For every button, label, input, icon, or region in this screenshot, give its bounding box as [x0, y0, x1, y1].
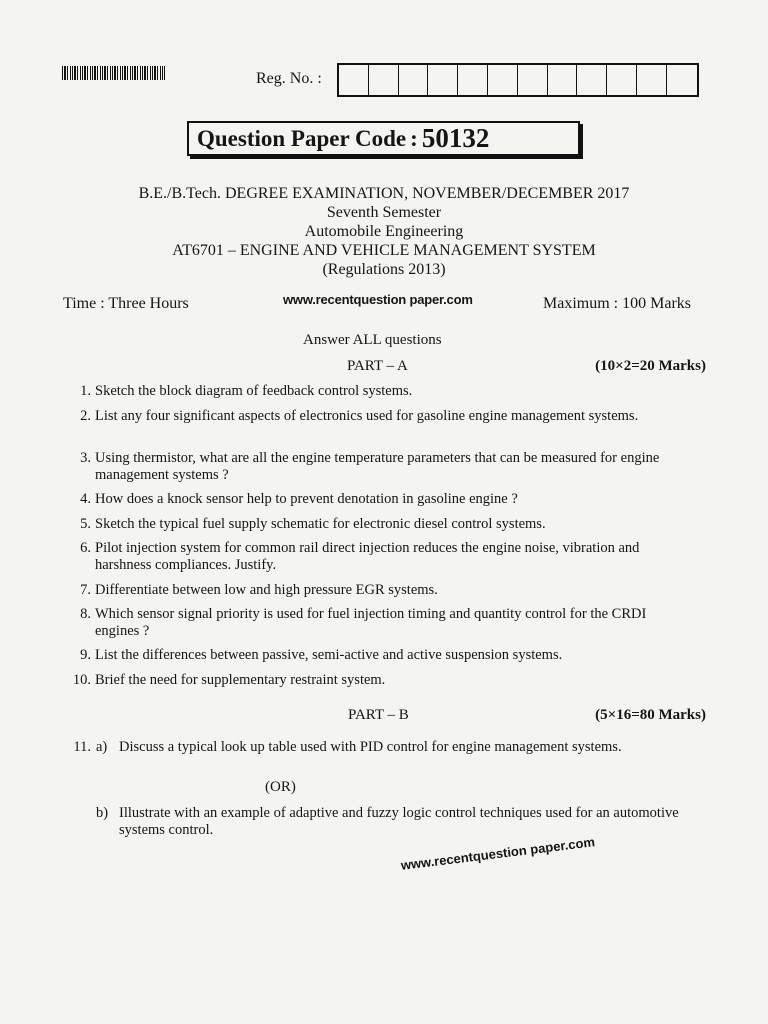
reg-no-box	[369, 65, 399, 95]
question-text: Illustrate with an example of adaptive and fuzzy logic control techniques used for an automotive systems control.	[119, 805, 679, 838]
exam-title: B.E./B.Tech. DEGREE EXAMINATION, NOVEMBER/DECEMBER 2017	[138, 185, 630, 202]
question-number: 8.	[80, 606, 91, 622]
reg-no-box	[488, 65, 518, 95]
reg-no-box	[667, 65, 697, 95]
sub-question-label: b)	[96, 805, 109, 821]
watermark-url-bottom: www.recentquestion paper.com	[400, 834, 596, 873]
part-b-marks: (5×16=80 Marks)	[595, 707, 706, 723]
reg-no-box	[577, 65, 607, 95]
question-text: Brief the need for supplementary restraint system.	[95, 672, 386, 688]
time-info: Time : Three Hours	[63, 295, 189, 312]
part-b-title: PART – B	[348, 707, 409, 723]
watermark-url-top: www.recentquestion paper.com	[283, 292, 473, 307]
question-number: 10.	[72, 672, 91, 688]
reg-no-box	[637, 65, 667, 95]
question-text: Differentiate between low and high pressure EGR systems.	[95, 582, 438, 598]
question-text: How does a knock sensor help to prevent denotation in gasoline engine ?	[95, 491, 518, 507]
question-number: 5.	[80, 516, 91, 532]
question-number: 2.	[80, 408, 91, 424]
question-number: 11.	[73, 739, 91, 755]
question-text: Discuss a typical look up table used with PID control for engine management systems.	[119, 739, 622, 755]
question-paper-code-separator: :	[410, 125, 418, 151]
question-text: Which sensor signal priority is used for fuel injection timing and quantity control for the CRDI engines ?	[95, 606, 647, 639]
question-text: List any four significant aspects of electronics used for gasoline engine management systems.	[95, 408, 639, 424]
instructions: Answer ALL questions	[303, 332, 442, 348]
reg-no-boxes	[337, 63, 699, 97]
question-number: 4.	[80, 491, 91, 507]
max-marks-info: Maximum : 100 Marks	[543, 295, 691, 312]
question-number: 3.	[80, 450, 91, 466]
question-text: Using thermistor, what are all the engine temperature parameters that can be measured for engine management systems ?	[95, 450, 660, 483]
reg-no-box	[518, 65, 548, 95]
department: Automobile Engineering	[304, 223, 464, 240]
reg-no-label: Reg. No. :	[256, 70, 322, 87]
course-title: AT6701 – ENGINE AND VEHICLE MANAGEMENT SYSTEM	[172, 242, 596, 259]
question-number: 9.	[80, 647, 91, 663]
question-number: 6.	[80, 540, 91, 556]
reg-no-box	[548, 65, 578, 95]
reg-no-box	[458, 65, 488, 95]
question-text: List the differences between passive, semi-active and active suspension systems.	[95, 647, 563, 663]
question-paper-code-label: Question Paper Code	[197, 125, 407, 151]
or-separator: (OR)	[265, 779, 296, 795]
question-number: 1.	[80, 383, 91, 399]
question-text: Sketch the block diagram of feedback control systems.	[95, 383, 413, 399]
semester: Seventh Semester	[326, 204, 442, 221]
part-a-title: PART – A	[347, 358, 408, 374]
reg-no-box	[339, 65, 369, 95]
exam-header	[0, 184, 768, 279]
reg-no-box	[399, 65, 429, 95]
question-text: Sketch the typical fuel supply schematic for electronic diesel control systems.	[95, 516, 546, 532]
reg-no-box	[428, 65, 458, 95]
reg-no-box	[607, 65, 637, 95]
question-text: Pilot injection system for common rail direct injection reduces the engine noise, vibration and harshness compliances. Justify.	[95, 540, 640, 573]
barcode-image	[62, 66, 165, 80]
question-paper-code-box	[187, 121, 580, 156]
part-a-marks: (10×2=20 Marks)	[595, 358, 706, 374]
sub-question-label: a)	[96, 739, 108, 755]
question-paper-code-number: 50132	[421, 123, 490, 153]
regulations: (Regulations 2013)	[322, 261, 446, 278]
question-number: 7.	[80, 582, 91, 598]
